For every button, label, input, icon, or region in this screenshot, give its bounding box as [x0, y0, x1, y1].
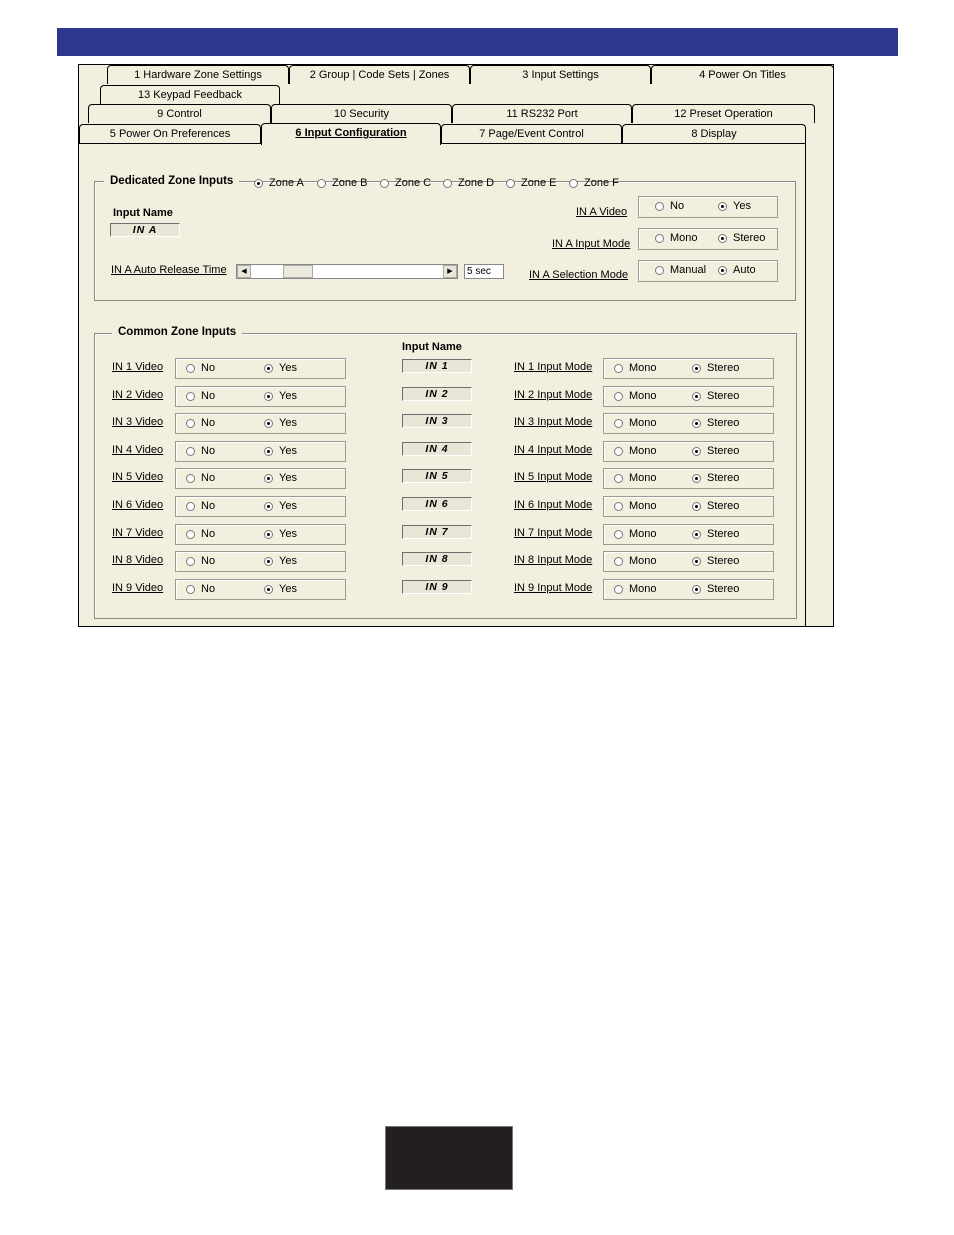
input-name-field[interactable]: IN 1 — [402, 359, 472, 373]
radio-dot-icon — [614, 474, 623, 483]
mode-mono-radio[interactable]: Mono — [614, 472, 657, 484]
auto-release-time-link[interactable]: IN A Auto Release Time — [111, 264, 227, 276]
video-yes-radio[interactable]: Yes — [264, 528, 297, 540]
radio-dot-icon — [718, 266, 727, 275]
radio-dot-icon — [569, 179, 578, 188]
input-name-field[interactable]: IN 4 — [402, 442, 472, 456]
tab-input-settings[interactable]: 3 Input Settings — [470, 65, 651, 84]
slider-thumb[interactable] — [283, 265, 313, 278]
in-a-selection-mode-link[interactable]: IN A Selection Mode — [529, 269, 629, 281]
video-yes-radio[interactable]: Yes — [264, 417, 297, 429]
radio-dot-icon — [264, 530, 273, 539]
zone-e-radio[interactable]: Zone E — [506, 177, 556, 189]
in-a-mode-mono-radio[interactable]: Mono — [655, 232, 698, 244]
radio-dot-icon — [186, 447, 195, 456]
input-mode-link[interactable]: IN 6 Input Mode — [514, 499, 593, 511]
input-mode-link[interactable]: IN 4 Input Mode — [514, 444, 593, 456]
mode-stereo-radio[interactable]: Stereo — [692, 555, 739, 567]
video-yes-radio[interactable]: Yes — [264, 555, 297, 567]
radio-dot-icon — [655, 234, 664, 243]
radio-dot-icon — [692, 530, 701, 539]
radio-dot-icon — [692, 502, 701, 511]
tab-display[interactable]: 8 Display — [622, 124, 806, 143]
mode-stereo-radio[interactable]: Stereo — [692, 445, 739, 457]
mode-mono-radio[interactable]: Mono — [614, 500, 657, 512]
radio-dot-icon — [254, 179, 263, 188]
tab-preset-operation[interactable]: 12 Preset Operation — [632, 104, 815, 123]
radio-dot-icon — [317, 179, 326, 188]
in-video-link[interactable]: IN 6 Video — [112, 499, 164, 511]
input-mode-link[interactable]: IN 8 Input Mode — [514, 554, 593, 566]
video-yes-radio[interactable]: Yes — [264, 362, 297, 374]
in-a-selection-manual-radio[interactable]: Manual — [655, 264, 706, 276]
slider-right-arrow-icon[interactable]: ▶ — [443, 265, 457, 278]
input-name-field[interactable]: IN 2 — [402, 387, 472, 401]
zone-b-radio[interactable]: Zone B — [317, 177, 367, 189]
tab-security[interactable]: 10 Security — [271, 104, 452, 123]
in-a-video-link[interactable]: IN A Video — [576, 206, 628, 218]
radio-dot-icon — [692, 392, 701, 401]
radio-dot-icon — [655, 266, 664, 275]
radio-dot-icon — [614, 557, 623, 566]
mode-mono-radio[interactable]: Mono — [614, 555, 657, 567]
input-mode-link[interactable]: IN 1 Input Mode — [514, 361, 593, 373]
input-name-label: Input Name — [113, 207, 173, 219]
radio-dot-icon — [614, 419, 623, 428]
mode-stereo-radio[interactable]: Stereo — [692, 417, 739, 429]
radio-dot-icon — [614, 530, 623, 539]
in-video-link[interactable]: IN 1 Video — [112, 361, 164, 373]
video-no-radio[interactable]: No — [186, 362, 215, 374]
radio-dot-icon — [186, 364, 195, 373]
mode-mono-radio[interactable]: Mono — [614, 583, 657, 595]
radio-dot-icon — [692, 585, 701, 594]
in-a-input-mode-link[interactable]: IN A Input Mode — [552, 238, 631, 250]
mode-mono-radio[interactable]: Mono — [614, 362, 657, 374]
radio-dot-icon — [614, 447, 623, 456]
tab-power-on-preferences[interactable]: 5 Power On Preferences — [79, 124, 261, 143]
mode-stereo-radio[interactable]: Stereo — [692, 500, 739, 512]
auto-release-slider[interactable] — [236, 264, 458, 279]
video-no-radio[interactable]: No — [186, 500, 215, 512]
tab-page-event-control[interactable]: 7 Page/Event Control — [441, 124, 622, 143]
video-no-radio[interactable]: No — [186, 472, 215, 484]
radio-dot-icon — [264, 585, 273, 594]
radio-dot-icon — [692, 557, 701, 566]
radio-dot-icon — [614, 392, 623, 401]
tab-keypad-feedback[interactable]: 13 Keypad Feedback — [100, 85, 280, 104]
input-name-field[interactable]: IN 8 — [402, 552, 472, 566]
radio-dot-icon — [614, 364, 623, 373]
input-name-field[interactable]: IN 3 — [402, 414, 472, 428]
in-video-link[interactable]: IN 3 Video — [112, 416, 164, 428]
in-video-link[interactable]: IN 7 Video — [112, 527, 164, 539]
mode-stereo-radio[interactable]: Stereo — [692, 583, 739, 595]
radio-dot-icon — [186, 557, 195, 566]
radio-dot-icon — [718, 202, 727, 211]
mode-mono-radio[interactable]: Mono — [614, 390, 657, 402]
in-a-mode-stereo-radio[interactable]: Stereo — [718, 232, 765, 244]
radio-dot-icon — [186, 474, 195, 483]
mode-stereo-radio[interactable]: Stereo — [692, 390, 739, 402]
tab-hardware-zone-settings[interactable]: 1 Hardware Zone Settings — [107, 65, 289, 84]
radio-dot-icon — [443, 179, 452, 188]
page-number-box — [385, 1126, 513, 1190]
video-no-radio[interactable]: No — [186, 417, 215, 429]
dedicated-zone-inputs-title: Dedicated Zone Inputs — [104, 175, 239, 187]
header-bar — [57, 28, 898, 56]
video-no-radio[interactable]: No — [186, 583, 215, 595]
in-video-link[interactable]: IN 9 Video — [112, 582, 164, 594]
radio-dot-icon — [264, 392, 273, 401]
video-no-radio[interactable]: No — [186, 528, 215, 540]
input-mode-link[interactable]: IN 7 Input Mode — [514, 527, 593, 539]
in-video-link[interactable]: IN 4 Video — [112, 444, 164, 456]
zone-c-radio[interactable]: Zone C — [380, 177, 431, 189]
video-yes-radio[interactable]: Yes — [264, 500, 297, 512]
video-yes-radio[interactable]: Yes — [264, 445, 297, 457]
video-no-radio[interactable]: No — [186, 555, 215, 567]
radio-dot-icon — [186, 585, 195, 594]
mode-stereo-radio[interactable]: Stereo — [692, 362, 739, 374]
radio-dot-icon — [186, 392, 195, 401]
tab-control[interactable]: 9 Control — [88, 104, 271, 123]
radio-dot-icon — [655, 202, 664, 211]
input-mode-link[interactable]: IN 3 Input Mode — [514, 416, 593, 428]
radio-dot-icon — [264, 364, 273, 373]
input-mode-link[interactable]: IN 9 Input Mode — [514, 582, 593, 594]
in-video-link[interactable]: IN 8 Video — [112, 554, 164, 566]
radio-dot-icon — [264, 474, 273, 483]
radio-dot-icon — [506, 179, 515, 188]
input-mode-link[interactable]: IN 5 Input Mode — [514, 471, 593, 483]
video-yes-radio[interactable]: Yes — [264, 583, 297, 595]
radio-dot-icon — [264, 502, 273, 511]
input-mode-link[interactable]: IN 2 Input Mode — [514, 389, 593, 401]
video-yes-radio[interactable]: Yes — [264, 390, 297, 402]
radio-dot-icon — [692, 364, 701, 373]
radio-dot-icon — [264, 447, 273, 456]
radio-dot-icon — [692, 447, 701, 456]
tab-input-configuration[interactable]: 6 Input Configuration — [261, 123, 441, 145]
in-a-selection-auto-radio[interactable]: Auto — [718, 264, 756, 276]
mode-mono-radio[interactable]: Mono — [614, 417, 657, 429]
mode-stereo-radio[interactable]: Stereo — [692, 528, 739, 540]
tab-power-on-titles[interactable]: 4 Power On Titles — [651, 65, 834, 84]
radio-dot-icon — [186, 419, 195, 428]
zone-d-radio[interactable]: Zone D — [443, 177, 494, 189]
tab-group-code-sets-zones[interactable]: 2 Group | Code Sets | Zones — [289, 65, 470, 84]
input-name-field[interactable]: IN 9 — [402, 580, 472, 594]
input-name-field[interactable]: IN 5 — [402, 469, 472, 483]
video-yes-radio[interactable]: Yes — [264, 472, 297, 484]
radio-dot-icon — [692, 419, 701, 428]
input-name-field[interactable]: IN 6 — [402, 497, 472, 511]
slider-left-arrow-icon[interactable]: ◀ — [237, 265, 251, 278]
radio-dot-icon — [380, 179, 389, 188]
video-no-radio[interactable]: No — [186, 390, 215, 402]
zone-a-radio[interactable]: Zone A — [254, 177, 304, 189]
in-video-link[interactable]: IN 2 Video — [112, 389, 164, 401]
auto-release-value[interactable]: 5 sec — [464, 264, 504, 279]
radio-dot-icon — [186, 502, 195, 511]
radio-dot-icon — [186, 530, 195, 539]
zone-f-radio[interactable]: Zone F — [569, 177, 619, 189]
video-no-radio[interactable]: No — [186, 445, 215, 457]
radio-dot-icon — [692, 474, 701, 483]
radio-dot-icon — [264, 557, 273, 566]
mode-mono-radio[interactable]: Mono — [614, 528, 657, 540]
in-a-video-yes-radio[interactable]: Yes — [718, 200, 751, 212]
radio-dot-icon — [614, 502, 623, 511]
radio-dot-icon — [264, 419, 273, 428]
input-name-header: Input Name — [402, 341, 462, 353]
tab-rs232-port[interactable]: 11 RS232 Port — [452, 104, 632, 123]
input-name-field[interactable]: IN 7 — [402, 525, 472, 539]
radio-dot-icon — [718, 234, 727, 243]
radio-dot-icon — [614, 585, 623, 594]
input-name-field[interactable]: IN A — [110, 223, 180, 237]
common-zone-inputs-title: Common Zone Inputs — [112, 326, 242, 338]
in-a-video-no-radio[interactable]: No — [655, 200, 684, 212]
in-video-link[interactable]: IN 5 Video — [112, 471, 164, 483]
mode-stereo-radio[interactable]: Stereo — [692, 472, 739, 484]
mode-mono-radio[interactable]: Mono — [614, 445, 657, 457]
